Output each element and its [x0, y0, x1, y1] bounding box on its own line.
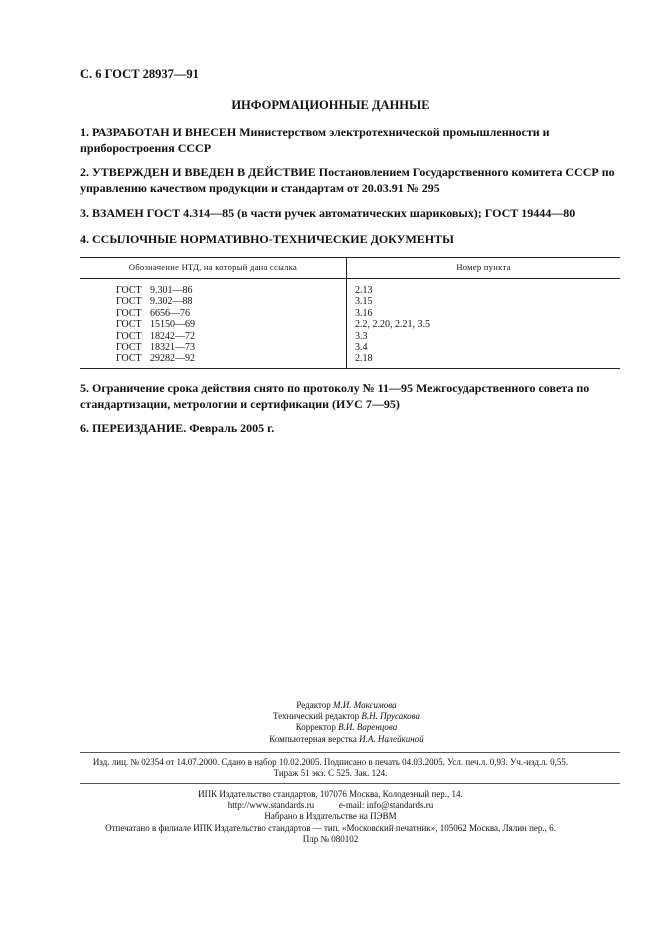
- info-item-developed: [80, 124, 620, 156]
- credit-line: Технический редактор В.Н. Прусакова: [272, 711, 421, 722]
- reference-documents-table: [80, 257, 620, 369]
- printing-details: [0, 789, 661, 845]
- table-row: [80, 296, 620, 307]
- item-body: Февраль 2005 г.: [189, 421, 275, 435]
- info-item-reissue: [80, 420, 620, 436]
- table-row: [80, 279, 620, 297]
- printing-line: Плр № 080102: [302, 833, 359, 844]
- info-item-replaces: [80, 205, 620, 221]
- designation-cell: ГОСТ 9.302—88: [80, 296, 347, 307]
- item-lead: ПЕРЕИЗДАНИЕ.: [92, 421, 187, 435]
- item-number: 1.: [80, 125, 89, 139]
- credit-line: Корректор В.И. Варенцова: [295, 722, 398, 733]
- item-lead: РАЗРАБОТАН И ВНЕСЕН: [92, 125, 237, 139]
- clause-cell: 3.16: [355, 307, 373, 319]
- item-body: Постановлением Государственного комитета СССР по управлению качеством продукции и стандартам от 20.03.91 № 295: [80, 165, 615, 195]
- table-row: [80, 353, 620, 368]
- clause-cell: 3.15: [355, 296, 373, 308]
- printing-line: Набрано в Издательстве на ПЭВМ: [264, 811, 397, 822]
- info-item-approved: [80, 164, 620, 196]
- editorial-credits: [0, 700, 661, 745]
- column-header-clause: Номер пункта: [347, 258, 621, 279]
- clause-cell: 3.4: [355, 342, 368, 354]
- item-lead: ССЫЛОЧНЫЕ НОРМАТИВНО-ТЕХНИЧЕСКИЕ ДОКУМЕНТЫ: [92, 232, 454, 246]
- printing-line: ИПК Издательство стандартов, 107076 Москва, Колодезный пер., 14.: [198, 789, 463, 799]
- item-body: Министерством электротехнической промышленности и приборостроения СССР: [80, 125, 550, 155]
- table-row: [80, 308, 620, 319]
- table-row: [80, 331, 620, 342]
- designation-cell: ГОСТ 18321—73: [80, 342, 347, 353]
- clause-cell: 2.13: [355, 285, 373, 296]
- item-number: 4.: [80, 232, 89, 246]
- item-lead: ВЗАМЕН ГОСТ 4.314—85 (в части ручек автоматических шариковых); ГОСТ 19444—80: [92, 206, 576, 220]
- divider: [80, 752, 620, 753]
- divider: [80, 783, 620, 784]
- info-item-validity: [80, 380, 620, 412]
- clause-cell: 2.2, 2.20, 2.21, 3.5: [355, 319, 430, 331]
- column-header-designation: Обозначение НТД, на который дана ссылка: [80, 258, 347, 279]
- table-row: [80, 319, 620, 330]
- table-header-row: [80, 258, 620, 279]
- publication-line: Тираж 51 экз. С 525. Зак. 124.: [273, 768, 388, 779]
- item-number: 6.: [80, 421, 89, 435]
- publication-line: Изд. лиц. № 02354 от 14.07.2000. Сдано в набор 10.02.2005. Подписано в печать 04.03.2005. Усл. печ.л. 0,93. Уч.-изд.л. 0,55.: [92, 757, 569, 767]
- printing-line: Отпечатано в филиале ИПК Издательство стандартов — тип. «Московский печатник», 105062 Москва, Лялин пер., 6.: [105, 822, 556, 833]
- printing-line: http://www.standards.ru e-mail: info@standards.ru: [227, 800, 434, 811]
- document-title: ИНФОРМАЦИОННЫЕ ДАННЫЕ: [231, 98, 430, 112]
- item-number: 2.: [80, 165, 89, 179]
- item-number: 5.: [80, 381, 89, 395]
- page-header: С. 6 ГОСТ 28937—91: [80, 67, 199, 81]
- item-body: Ограничение срока действия снято по протоколу № 11—95 Межгосударственного совета по стандартизации, метрологии и сертификации (ИУС 7—95): [80, 381, 590, 411]
- credit-line: Редактор М.И. Максимова: [296, 700, 397, 710]
- table-row: [80, 342, 620, 353]
- clause-cell: 2.18: [347, 353, 621, 368]
- designation-cell: ГОСТ 9.301—86: [80, 279, 347, 297]
- publication-details: [0, 757, 661, 779]
- item-number: 3.: [80, 206, 89, 220]
- designation-cell: ГОСТ 29282—92: [80, 353, 347, 368]
- item-lead: УТВЕРЖДЕН И ВВЕДЕН В ДЕЙСТВИЕ: [92, 165, 316, 179]
- info-item-references: [80, 231, 620, 247]
- clause-cell: 3.3: [355, 330, 368, 342]
- designation-cell: ГОСТ 18242—72: [80, 331, 347, 342]
- designation-cell: ГОСТ 6656—76: [80, 308, 347, 319]
- designation-cell: ГОСТ 15150—69: [80, 319, 347, 330]
- credit-line: Компьютерная верстка И.А. Налейкиной: [269, 733, 424, 744]
